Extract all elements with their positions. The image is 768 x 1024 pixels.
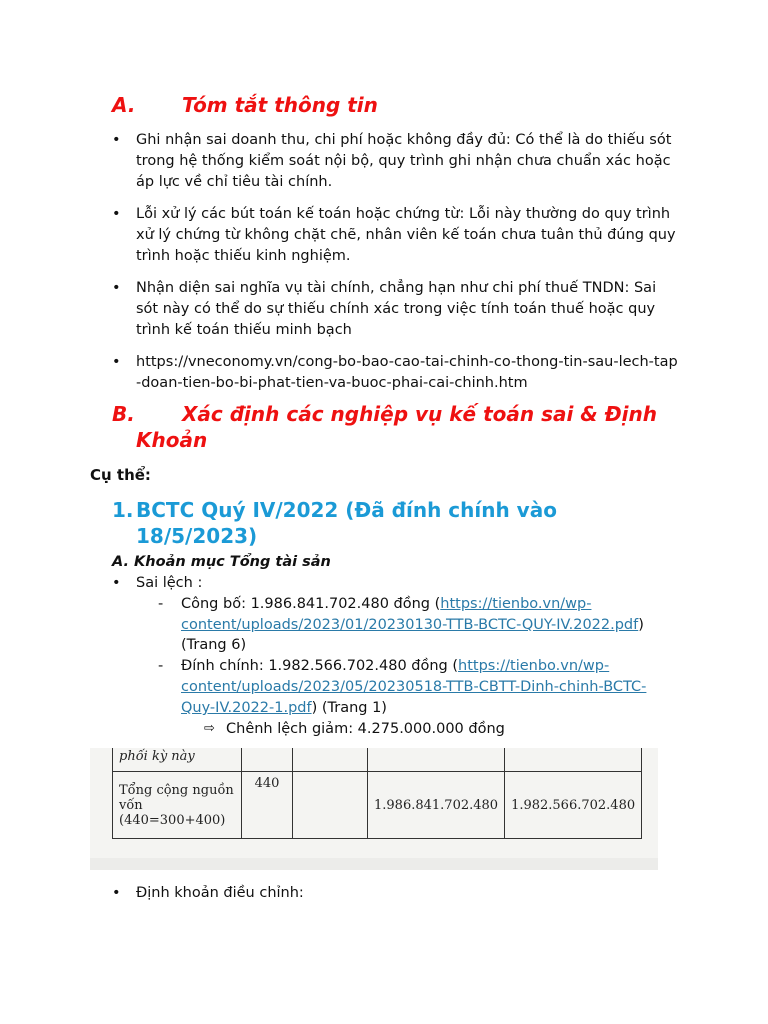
table-cell: [242, 748, 293, 772]
cong-bo-link-part1[interactable]: https://tienbo.vn/wp-: [440, 596, 592, 612]
dinh-khoan-label: Định khoản điều chỉnh:: [136, 885, 304, 901]
table-row: [113, 772, 642, 839]
table-cell: [293, 748, 368, 772]
section-b-letter: B.: [112, 402, 135, 426]
dinh-chinh-link-part2[interactable]: content/uploads/2023/05/20230518-TTB-CBTT-Dinh-chinh-BCTC-: [181, 679, 647, 695]
item1-title-line2: 18/5/2023): [136, 524, 258, 548]
arrow-right-icon: ⇨: [204, 721, 215, 736]
dinh-chinh-line1: [181, 656, 609, 677]
cong-bo-suffix: ): [638, 617, 644, 633]
table-cell: 1.986.841.702.480: [368, 772, 505, 839]
cong-bo-link-part2[interactable]: content/uploads/2023/01/20230130-TTB-BCTC-QUY-IV.2022.pdf: [181, 617, 639, 633]
section-a-title: Tóm tắt thông tin: [182, 93, 378, 117]
cong-bo-prefix: Công bố: 1.986.841.702.480 đồng (: [181, 596, 441, 612]
table-cell: Tổng cộng nguồn vốn (440=300+400): [113, 772, 242, 839]
bullet-dot: •: [112, 575, 121, 591]
section-b-title-line1: Xác định các nghiệp vụ kế toán sai & Định: [182, 402, 657, 426]
dash-marker: -: [158, 596, 164, 612]
list-item: • Lỗi xử lý các bút toán kế toán hoặc chứng từ: Lỗi này thường do quy trình xử lý chứng từ không chặt chẽ, nhân viên kế toán chưa tuân thủ đúng quy trình hoặc thiếu kinh nghiệm.: [112, 204, 682, 267]
dinh-chinh-line2: [181, 677, 646, 698]
cu-the-label: Cụ thể:: [90, 466, 151, 484]
table-cell: 440: [242, 772, 293, 839]
balance-table: [112, 748, 642, 839]
dinh-chinh-prefix: Đính chính: 1.982.566.702.480 đồng (: [181, 658, 459, 674]
table-row: [113, 748, 642, 772]
cong-bo-line2: [181, 615, 644, 636]
list-item: • Ghi nhận sai doanh thu, chi phí hoặc không đầy đủ: Có thể là do thiếu sót trong hệ thống kiểm soát nội bộ, quy trình ghi nhận chưa chuẩn xác hoặc áp lực về chỉ tiêu tài chính.: [112, 130, 682, 193]
section-a-bullet-list: [112, 130, 682, 405]
chenh-lech-text: Chênh lệch giảm: 4.275.000.000 đồng: [226, 721, 505, 737]
section-a-letter: A.: [112, 93, 136, 117]
scanned-table-image: [90, 748, 658, 870]
item1-title-line1: BCTC Quý IV/2022 (Đã đính chính vào: [136, 498, 557, 522]
cong-bo-line1: [181, 594, 591, 615]
list-item: • Nhận diện sai nghĩa vụ tài chính, chẳng hạn như chi phí thuế TNDN: Sai sót này có thể do sự thiếu chính xác trong việc tính toán thuế hoặc quy trình kế toán thiếu minh bạch: [112, 278, 682, 341]
table-cell: [293, 772, 368, 839]
dinh-chinh-suffix: ) (Trang 1): [311, 700, 387, 716]
sai-lech-label: Sai lệch :: [136, 575, 203, 591]
item1-number: 1.: [112, 498, 134, 522]
source-link-item[interactable]: • https://vneconomy.vn/cong-bo-bao-cao-tai-chinh-co-thong-tin-sau-lech-tap-doan-tien-bo-bi-phat-tien-va-buoc-phai-cai-chinh.htm: [112, 352, 682, 394]
table-cell: 1.982.566.702.480: [505, 772, 642, 839]
section-b-heading: [112, 401, 702, 453]
dinh-chinh-link-part1[interactable]: https://tienbo.vn/wp-: [458, 658, 610, 674]
dinh-chinh-link-part3[interactable]: Quy-IV.2022-1.pdf: [181, 700, 312, 716]
section-a-heading: [112, 92, 378, 118]
dinh-chinh-line3: [181, 698, 387, 719]
section-b-title-line2: Khoản: [136, 428, 208, 452]
scan-edge: [90, 858, 658, 870]
table-cell: [368, 748, 505, 772]
table-cell: [505, 748, 642, 772]
table-cell: phối kỳ này: [113, 748, 242, 772]
dash-marker: -: [158, 658, 164, 674]
cong-bo-page: (Trang 6): [181, 637, 247, 653]
sub-heading-tong-tai-san: A. Khoản mục Tổng tài sản: [112, 554, 331, 570]
bullet-dot: •: [112, 885, 121, 901]
item1-heading: [112, 497, 632, 549]
